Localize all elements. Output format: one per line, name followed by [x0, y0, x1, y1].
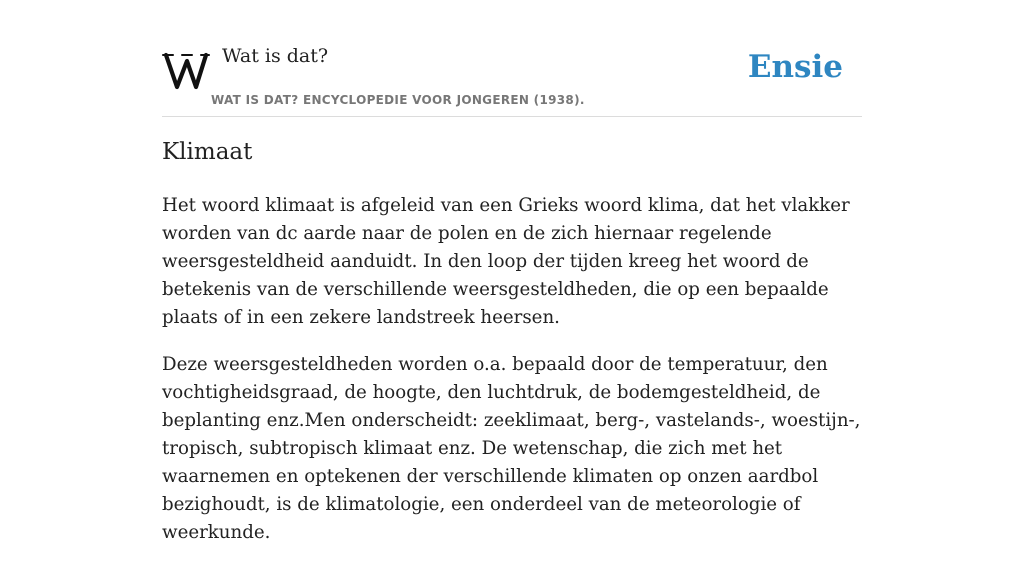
article-paragraph: Het woord klimaat is afgeleid van een Grieks woord klima, dat het vlakker worden van dc aarde naar de polen en de zich hiernaar regelende weersgesteldheid aanduidt. In den loop der tijden kreeg het woord de betekenis van de verschillende weersgesteldheden, die op een bepaalde plaats of in een zekere landstreek heersen.: [162, 195, 850, 328]
article-body: [162, 192, 862, 566]
article-title: Klimaat: [162, 139, 253, 165]
brand-logo[interactable]: Ensie: [747, 49, 843, 85]
article-paragraph: Deze weersgesteldheden worden o.a. bepaald door de temperatuur, den vochtigheidsgraad, de hoogte, den luchtdruk, de bodemgesteldheid, de beplanting enz.Men onderscheidt: zeeklimaat, berg-, vastelands-, woestijn-, tropisch, subtropisch klimaat enz. De wetenschap, die zich met het waarnemen en optekenen der verschillende klimaten op onzen aardbol bezighoudt, is de klimatologie, een onderdeel van de meteorologie of weerkunde.: [162, 354, 861, 543]
w-logo-icon: [163, 47, 209, 93]
source-subtitle: WAT IS DAT? ENCYCLOPEDIE VOOR JONGEREN (1938).: [211, 93, 585, 107]
page: [162, 0, 862, 543]
source-header: [162, 0, 862, 117]
source-title[interactable]: Wat is dat?: [222, 45, 329, 67]
